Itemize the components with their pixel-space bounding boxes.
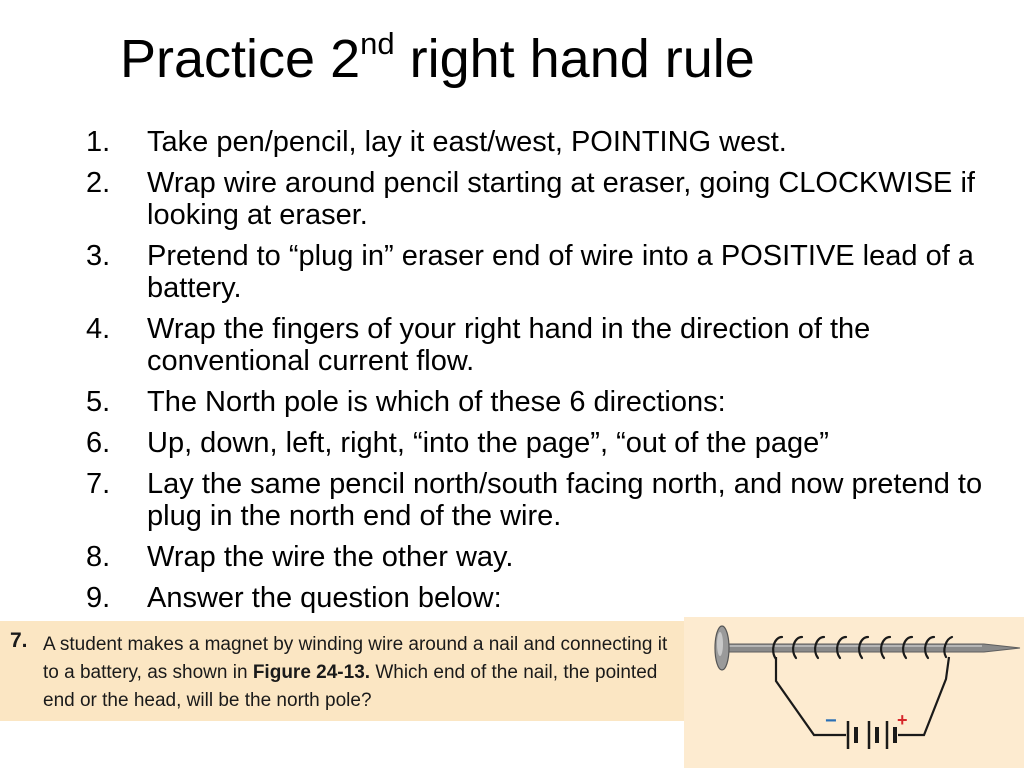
nail-shaft <box>724 644 1020 652</box>
figure-reference: Figure 24-13. <box>252 662 371 683</box>
nail-circuit-diagram <box>684 617 1024 768</box>
title-superscript: nd <box>360 26 395 61</box>
step-number: 3. <box>86 240 111 272</box>
step-text: Up, down, left, right, “into the page”, “out of the page” <box>147 427 829 459</box>
minus-label: − <box>825 710 837 732</box>
step-text: Wrap the fingers of your right hand in the direction of the conventional current flow. <box>147 313 871 377</box>
plus-label: + <box>897 710 908 730</box>
list-item <box>86 386 1006 418</box>
step-text: Wrap the wire the other way. <box>147 541 514 573</box>
step-text: Take pen/pencil, lay it east/west, POINTING west. <box>147 126 787 158</box>
step-text: Pretend to “plug in” eraser end of wire into a POSITIVE lead of a battery. <box>147 240 974 304</box>
step-number: 8. <box>86 541 111 573</box>
list-item <box>86 427 1006 459</box>
step-number: 2. <box>86 167 111 199</box>
step-text: The North pole is which of these 6 directions: <box>147 386 726 418</box>
slide-title <box>120 26 755 89</box>
list-item <box>86 313 1006 377</box>
step-text: Wrap wire around pencil starting at eraser, going CLOCKWISE if looking at eraser. <box>147 167 975 231</box>
step-text: Answer the question below: <box>147 582 502 614</box>
list-item <box>86 167 1006 231</box>
step-number: 9. <box>86 582 111 614</box>
question-text-after: Which end of the nail, the pointed end or the head, will be the north pole? <box>43 662 658 711</box>
list-item <box>86 582 1006 614</box>
instruction-list <box>86 126 1006 623</box>
question-text <box>43 631 683 715</box>
battery-symbol <box>848 721 895 749</box>
list-item <box>86 240 1006 304</box>
title-rest: right hand rule <box>394 29 755 89</box>
step-text: Lay the same pencil north/south facing north, and now pretend to plug in the north end of the wire. <box>147 468 983 532</box>
step-number: 7. <box>86 468 111 500</box>
step-number: 6. <box>86 427 111 459</box>
list-item <box>86 468 1006 532</box>
step-number: 5. <box>86 386 111 418</box>
title-main: Practice 2 <box>120 29 361 89</box>
nail-circuit-figure <box>684 617 1024 768</box>
list-item <box>86 126 1006 158</box>
step-number: 4. <box>86 313 111 345</box>
list-item <box>86 541 1006 573</box>
step-number: 1. <box>86 126 111 158</box>
question-box <box>0 621 686 721</box>
question-number: 7. <box>10 629 28 652</box>
question-text-before: A student makes a magnet by winding wire around a nail and connecting it to a battery, as shown in <box>43 634 668 683</box>
